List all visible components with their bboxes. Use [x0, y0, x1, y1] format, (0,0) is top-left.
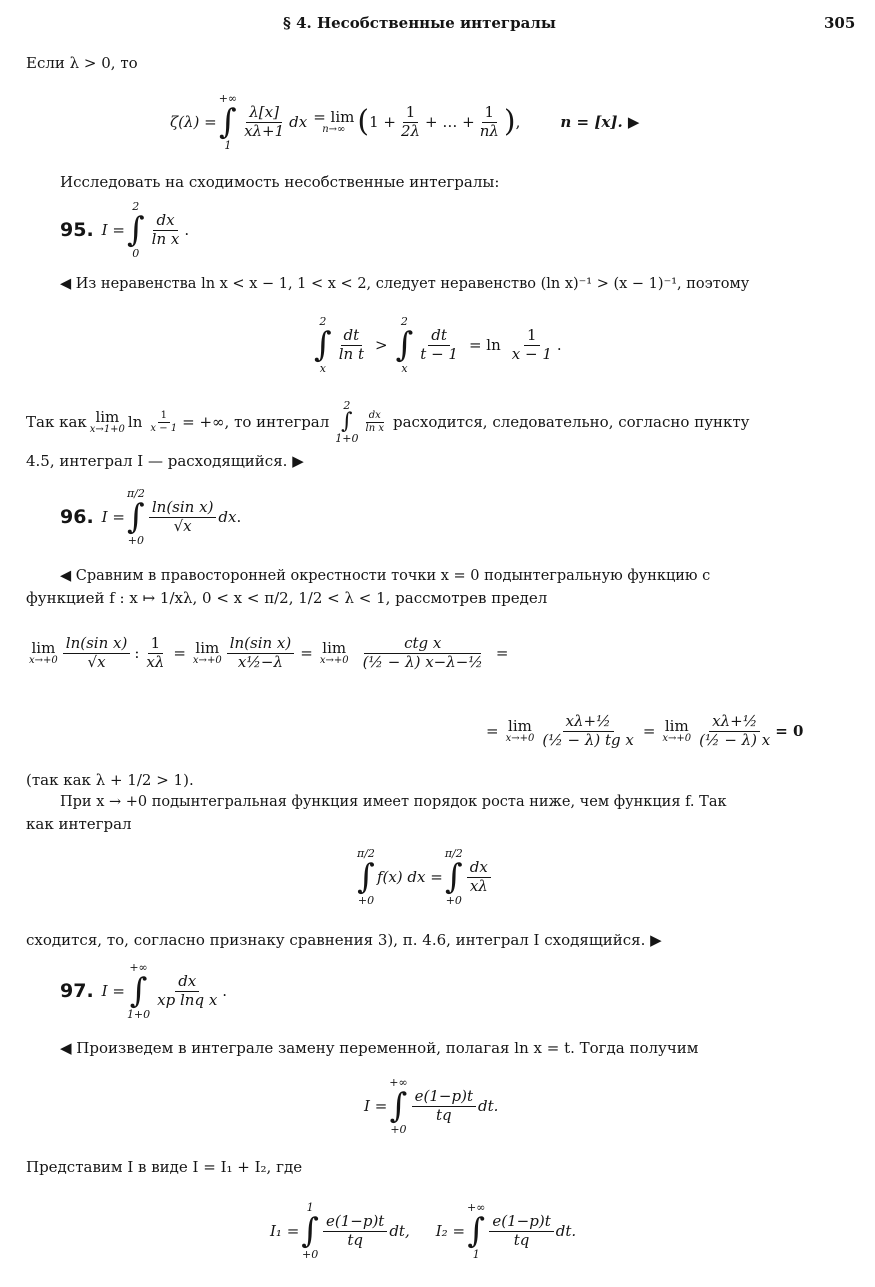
fraction: $\frac{\text{xλ+½}}{\text{(½ − λ) x}}$: [699, 712, 771, 749]
lhs: I =: [101, 982, 125, 1000]
integrand: f(x) dx =: [376, 868, 443, 886]
text-line-12: сходится, то, согласно признаку сравнения 3), п. 4.6, интеграл I сходящийся. ▶: [26, 931, 662, 949]
integral-sign: 1 ∫ +0: [301, 1201, 319, 1261]
problem-95: [60, 192, 189, 268]
integral-sign: 2 ∫ x: [395, 315, 414, 375]
relation: = ln: [468, 336, 501, 354]
text-line-9: (так как λ + 1/2 > 1).: [26, 771, 194, 789]
differential: dt.: [477, 1097, 499, 1115]
integral-sign: π/2 ∫ +0: [126, 487, 145, 547]
zeta-equation: [170, 84, 639, 160]
problem-number: 97.: [60, 980, 94, 1002]
fraction: $\frac{\text{ln(sin x)}}{\text{x½−λ}}$: [227, 635, 295, 671]
problem-number: 96.: [60, 506, 94, 528]
relation: =: [642, 722, 656, 740]
comparison-display: [355, 834, 493, 920]
fraction: $\frac{1}{x - 1}$: [150, 410, 178, 434]
integral-sign: 2 ∫ 0: [126, 200, 145, 260]
integral-sign: π/2 ∫ +0: [444, 847, 463, 907]
text-line-8: функцией f : x ↦ 1/xλ, 0 < x < π/2, 1/2 < λ < 1, рассмотрев предел: [26, 589, 548, 607]
integral-sign: +∞ ∫ 1: [218, 92, 238, 152]
fraction: $\frac{\text{ln(sin x)}}{√x}$: [63, 635, 131, 671]
result: = 0: [775, 722, 804, 740]
problem-number: 95.: [60, 219, 94, 241]
punct: .: [222, 982, 228, 1000]
substitution-display: [364, 1066, 498, 1146]
lhs: I =: [364, 1097, 388, 1115]
relation: >: [374, 336, 388, 354]
text-line-1: Если λ > 0, то: [26, 54, 138, 72]
lhs: I₂ =: [435, 1222, 466, 1240]
differential: dt,: [389, 1222, 410, 1240]
sum-term: 1 +: [369, 113, 396, 131]
text-line-5: Так как lim x→1+0 ln $\frac{1}{x - 1}$ = +∞, то интеграл 2 ∫ 1+0 $\frac{dx}{\text{ln x}}$ расходится, следовательно, согласно пункту: [26, 399, 750, 445]
fraction: $\frac{dx}{\text{ln x}}$: [365, 410, 384, 434]
fraction: $\frac{\text{xλ+½}}{\text{(½ − λ) tg x}}$: [542, 712, 634, 749]
fraction: $\frac{dx}{\text{xp lnq x}}$: [157, 972, 218, 1009]
fraction: $\frac{1}{2\lambda}$: [400, 103, 421, 140]
limit-operator: lim x→+0: [192, 638, 222, 666]
text-line-14: Представим I в виде I = I₁ + I₂, где: [26, 1158, 303, 1176]
paren-open: (: [357, 104, 370, 139]
fraction: $\frac{e(1-p)t}{tq}$: [412, 1088, 476, 1124]
lhs: I =: [101, 221, 125, 239]
text-line-4: ◀ Из неравенства ln x < x − 1, 1 < x < 2, следует неравенство (ln x)⁻¹ > (x − 1)⁻¹, поэтому: [60, 276, 750, 292]
fraction: $\frac{\text{ln(sin x)}}{√x}$: [149, 499, 217, 535]
punct: .: [184, 221, 190, 239]
relation: =: [495, 644, 509, 662]
relation: =: [486, 722, 499, 740]
fraction: $\frac{\text{ctg x}}{\text{(½ − λ) x−λ−½}}$: [362, 634, 483, 671]
problem-96: [60, 478, 241, 556]
relation: =: [173, 644, 186, 662]
page-number: 305: [824, 14, 856, 32]
limit-operator: lim x→+0: [319, 638, 349, 666]
text-line-7: ◀ Сравним в правосторонней окрестности точки x = 0 подынтегральную функцию с: [60, 568, 711, 584]
eq-tail: n = [x]. ▶: [560, 113, 640, 131]
fraction: $\frac{1}{x\lambda}$: [146, 634, 165, 671]
text-line-13: ◀ Произведем в интеграле замену переменной, полагая ln x = t. Тогда получим: [60, 1039, 699, 1057]
limit-operator: lim x→1+0: [89, 407, 125, 435]
limit-operator: = lim n→∞: [313, 107, 355, 135]
punct: .: [236, 508, 242, 526]
fraction: $\frac{e(1-p)t}{tq}$: [323, 1213, 387, 1249]
paren-close: ): [503, 104, 516, 139]
integral-sign: +∞ ∫ +0: [389, 1076, 408, 1136]
fraction: $\frac{dt}{\text{ln t}}$: [338, 326, 364, 363]
fraction: $\frac{dt}{t - 1}$: [420, 326, 458, 363]
limit-operator: lim x→+0: [505, 716, 535, 744]
problem-97: [60, 952, 227, 1030]
differential: dx: [289, 113, 308, 131]
running-header-title: § 4. Несобственные интегралы: [283, 14, 556, 32]
fraction: $\frac{dx}{x\lambda}$: [467, 859, 491, 895]
punct: .: [556, 336, 562, 354]
integral-sign: 2 ∫ 1+0: [335, 399, 359, 445]
differential: dx: [218, 508, 237, 526]
differential: dt.: [555, 1222, 577, 1240]
inequality-display: [312, 305, 562, 385]
fraction: $\frac{dx}{\text{ln x}}$: [151, 211, 180, 248]
integral-sign: +∞ ∫ 1+0: [126, 961, 151, 1021]
integral-sign: 2 ∫ x: [314, 315, 332, 375]
split-display: [270, 1190, 576, 1272]
limit-operator: lim x→+0: [662, 716, 692, 744]
sum-dots: + … +: [425, 113, 475, 131]
text-line-11: как интеграл: [26, 815, 132, 833]
limit-operator: lim x→+0: [29, 638, 58, 666]
lhs: I =: [101, 508, 125, 526]
fraction: $\frac{\lambda[x]}{x\lambda+1}$: [244, 103, 285, 140]
fraction: $\frac{e(1-p)t}{tq}$: [489, 1213, 553, 1249]
relation: :: [134, 644, 140, 662]
limit-display-2: [486, 694, 804, 768]
text-line-10: При x → +0 подынтегральная функция имеет порядок роста ниже, чем функция f. Так: [60, 794, 727, 810]
punct: ,: [515, 113, 521, 131]
fraction: $\frac{1}{x - 1}$: [511, 326, 552, 363]
lhs: I₁ =: [270, 1222, 300, 1240]
text-line-6: 4.5, интеграл I — расходящийся. ▶: [26, 452, 304, 470]
text-line-3: Исследовать на сходимость несобственные интегралы:: [60, 173, 500, 191]
zeta-lhs: ζ(λ) =: [170, 113, 217, 131]
integral-sign: π/2 ∫ +0: [357, 847, 375, 907]
relation: =: [300, 644, 313, 662]
limit-display-1: [26, 618, 508, 688]
integral-sign: +∞ ∫ 1: [467, 1201, 486, 1261]
fraction: $\frac{1}{n\lambda}$: [479, 103, 499, 140]
